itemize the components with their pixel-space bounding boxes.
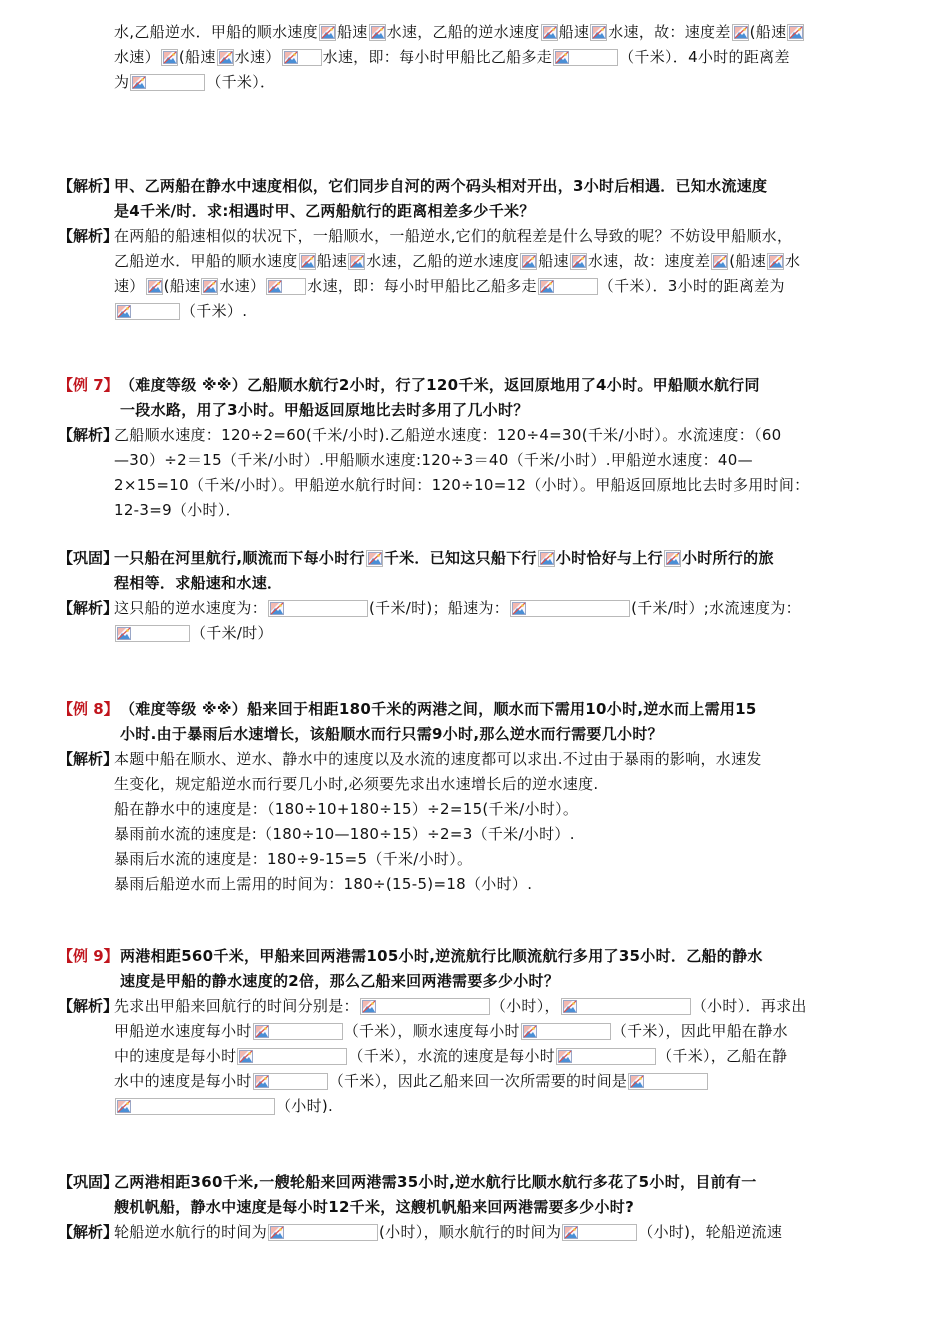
example-tag: 【例 8】 xyxy=(58,700,119,718)
answer-line: 乙船逆水．甲船的顺水速度 船速 水速，乙船的逆水速度 船速 水速，故：速度差 (船速 水 xyxy=(114,252,801,270)
formula-image xyxy=(268,600,368,617)
answer-line: 【解析】 轮船逆水航行的时间为 (小时），顺水航行的时间为 （小时)，轮船逆流速 xyxy=(58,1220,910,1245)
answer-line: 暴雨前水流的速度是:（180÷10—180÷15）÷2=3（千米/小时）. xyxy=(114,825,575,843)
answer-line: 暴雨后水流的速度是：180÷9-15=5（千米/小时）。 xyxy=(114,850,473,868)
formula-image xyxy=(201,278,218,295)
question-line: 艘机帆船，静水中速度是每小时12千米，这艘机帆船来回两港需要多少小时? xyxy=(114,1198,635,1216)
formula-image xyxy=(115,625,190,642)
answer-line: 生变化，规定船逆水而行要几小时,必须要先求出水速增长后的逆水速度. xyxy=(114,775,599,793)
answer-line: 【解析】 先求出甲船来回航行的时间分别是： （小时）， （小时）．再求出 xyxy=(58,994,910,1019)
formula-image xyxy=(253,1023,343,1040)
broken-image-icon xyxy=(219,51,233,64)
broken-image-icon xyxy=(630,1075,644,1088)
answer-line: 中的速度是每小时 （千米），水流的速度是每小时 （千米），乙船在静 xyxy=(114,1047,788,1065)
answer-line: 水中的速度是每小时 （千米），因此乙船来回一次所需要的时间是 xyxy=(58,1069,910,1094)
formula-image xyxy=(217,49,234,66)
example-tag: 【例 7】 xyxy=(58,376,119,394)
section-tag: 【解析】 xyxy=(58,750,119,768)
broken-image-icon xyxy=(117,305,131,318)
formula-image xyxy=(590,24,607,41)
broken-image-icon xyxy=(255,1025,269,1038)
text-line: 为 （千米）． xyxy=(114,73,276,91)
formula-image xyxy=(319,24,336,41)
formula-image xyxy=(538,278,598,295)
formula-image xyxy=(570,253,587,270)
broken-image-icon xyxy=(769,255,783,268)
formula-image xyxy=(161,49,178,66)
broken-image-icon xyxy=(270,1226,284,1239)
formula-image xyxy=(146,278,163,295)
example-7-block xyxy=(58,373,910,523)
text-line: 水,乙船逆水．甲船的顺水速度 船速 水速，乙船的逆水速度 船速 水速，故：速度差 (船速 xyxy=(58,20,910,45)
section-tag: 【解析】 xyxy=(58,997,119,1015)
broken-image-icon xyxy=(270,602,284,615)
question-line: 小时.由于暴雨后水速增长，该船顺水而行只需9小时,那么逆水而行需要几小时？ xyxy=(120,725,663,743)
consolidation-block xyxy=(58,546,910,646)
continuation-block xyxy=(58,20,910,95)
broken-image-icon xyxy=(558,1050,572,1063)
broken-image-icon xyxy=(666,552,680,565)
question-line: 是4千米/时．求:相遇时甲、乙两船航行的距离相差多少千米？ xyxy=(114,202,535,220)
broken-image-icon xyxy=(321,26,335,39)
broken-image-icon xyxy=(522,255,536,268)
formula-image xyxy=(348,253,365,270)
answer-line: 暴雨后船逆水而上需用的时间为：180÷(15-5)=18（小时）. xyxy=(114,875,533,893)
formula-image xyxy=(767,253,784,270)
example-tag: 【例 9】 xyxy=(58,947,119,965)
section-tag: 【巩固】 xyxy=(58,549,119,567)
broken-image-icon xyxy=(301,255,315,268)
answer-line: 速） (船速 水速） 水速，即：每小时甲船比乙船多走 （千米）．3小时的距离差为 xyxy=(114,277,785,295)
answer-line: （千米/时） xyxy=(58,621,910,646)
answer-line: （小时). xyxy=(58,1094,910,1119)
broken-image-icon xyxy=(592,26,606,39)
formula-image xyxy=(366,550,383,567)
formula-image xyxy=(538,550,555,567)
section-tag: 【解析】 xyxy=(58,1223,119,1241)
answer-line: 甲船逆水速度每小时 （千米），顺水速度每小时 （千米），因此甲船在静水 xyxy=(114,1022,788,1040)
formula-image xyxy=(520,253,537,270)
formula-image xyxy=(369,24,386,41)
formula-image xyxy=(553,49,618,66)
broken-image-icon xyxy=(540,552,554,565)
formula-image xyxy=(299,253,316,270)
question-line: 【例 7】 （难度等级 ※※）乙船顺水航行2小时，行了120千米，返回原地用了4小时。甲船顺水航行同 xyxy=(58,373,910,398)
question-line: 【例 8】 （难度等级 ※※）船来回于相距180千米的两港之间，顺水而下需用10小时,逆水而上需用15 xyxy=(58,697,910,722)
broken-image-icon xyxy=(350,255,364,268)
broken-image-icon xyxy=(564,1226,578,1239)
question-line: 一段水路，用了3小时。甲船返回原地比去时多用了几小时？ xyxy=(120,401,529,419)
formula-image xyxy=(253,1073,328,1090)
broken-image-icon xyxy=(255,1075,269,1088)
formula-image xyxy=(266,278,306,295)
broken-image-icon xyxy=(572,255,586,268)
formula-image xyxy=(732,24,749,41)
section-tag: 【解析】 xyxy=(58,426,119,444)
formula-image xyxy=(268,1224,378,1241)
problem-block xyxy=(58,174,910,324)
broken-image-icon xyxy=(148,280,162,293)
section-tag: 【解析】 xyxy=(58,599,119,617)
broken-image-icon xyxy=(371,26,385,39)
formula-image xyxy=(664,550,681,567)
broken-image-icon xyxy=(734,26,748,39)
formula-image xyxy=(561,998,691,1015)
question-line: 【巩固】 乙两港相距360千米,一艘轮船来回两港需35小时,逆水航行比顺水航行多花了5小时，目前有一 xyxy=(58,1170,910,1195)
broken-image-icon xyxy=(368,552,382,565)
formula-image xyxy=(282,49,322,66)
answer-line: 12-3=9（小时）． xyxy=(114,501,241,519)
broken-image-icon xyxy=(523,1025,537,1038)
formula-image xyxy=(556,1048,656,1065)
broken-image-icon xyxy=(268,280,282,293)
answer-line: 【解析】 这只船的逆水速度为： (千米/时)；船速为： (千米/时）;水流速度为： xyxy=(58,596,910,621)
question-line: 程相等．求船速和水速． xyxy=(114,574,283,592)
section-tag: 【解析】 xyxy=(58,177,119,195)
formula-image xyxy=(360,998,490,1015)
broken-image-icon xyxy=(713,255,727,268)
example-9-block xyxy=(58,944,910,1119)
broken-image-icon xyxy=(117,627,131,640)
question-line: 【例 9】 两港相距560千米，甲船来回两港需105小时,逆流航行比顺流航行多用了35小时．乙船的静水 xyxy=(58,944,910,969)
question-line: 【解析】 甲、乙两船在静水中速度相似，它们同步自河的两个码头相对开出，3小时后相遇．已知水流速度 xyxy=(58,174,910,199)
broken-image-icon xyxy=(203,280,217,293)
broken-image-icon xyxy=(239,1050,253,1063)
formula-image xyxy=(130,74,205,91)
broken-image-icon xyxy=(284,51,298,64)
formula-image xyxy=(562,1224,637,1241)
answer-line: 【解析】 本题中船在顺水、逆水、静水中的速度以及水流的速度都可以求出.不过由于暴雨的影响，水速发 xyxy=(58,747,910,772)
formula-image xyxy=(237,1048,347,1065)
question-line: 速度是甲船的静水速度的2倍，那么乙船来回两港需要多少小时？ xyxy=(120,972,560,990)
answer-line: 2×15=10（千米/小时）。甲船逆水航行时间：120÷10=12（小时）。甲船返回原地比去时多用时间： xyxy=(114,476,810,494)
answer-line: —30）÷2＝15（千米/小时）.甲船顺水速度:120÷3＝40（千米/小时）.甲船逆水速度：40— xyxy=(114,451,753,469)
question-line: 【巩固】 一只船在河里航行,顺流而下每小时行 千米．已知这只船下行 小时恰好与上行 小时所行的旅 xyxy=(58,546,910,571)
answer-line: （千米）. xyxy=(58,299,910,324)
formula-image xyxy=(115,303,180,320)
formula-image xyxy=(115,1098,275,1115)
broken-image-icon xyxy=(362,1000,376,1013)
answer-line: 【解析】 在两船的船速相似的状况下，一船顺水，一船逆水,它们的航程差是什么导致的呢？不妨设甲船顺水， xyxy=(58,224,910,249)
broken-image-icon xyxy=(540,280,554,293)
example-8-block xyxy=(58,697,910,897)
text-line: 水速） (船速 水速） 水速，即：每小时甲船比乙船多走 （千米）．4小时的距离差 xyxy=(114,48,790,66)
broken-image-icon xyxy=(163,51,177,64)
answer-line: 【解析】 乙船顺水速度：120÷2=60(千米/小时).乙船逆水速度：120÷4=30(千米/小时）。水流速度：（60 xyxy=(58,423,910,448)
broken-image-icon xyxy=(563,1000,577,1013)
broken-image-icon xyxy=(132,76,146,89)
section-tag: 【巩固】 xyxy=(58,1173,119,1191)
broken-image-icon xyxy=(555,51,569,64)
answer-line: 船在静水中的速度是：（180÷10+180÷15）÷2=15(千米/小时）。 xyxy=(114,800,579,818)
formula-image xyxy=(787,24,804,41)
broken-image-icon xyxy=(789,26,803,39)
broken-image-icon xyxy=(512,602,526,615)
formula-image xyxy=(510,600,630,617)
formula-image xyxy=(521,1023,611,1040)
consolidation-block xyxy=(58,1170,910,1245)
formula-image xyxy=(541,24,558,41)
broken-image-icon xyxy=(543,26,557,39)
formula-image xyxy=(628,1073,708,1090)
broken-image-icon xyxy=(117,1100,131,1113)
formula-image xyxy=(711,253,728,270)
section-tag: 【解析】 xyxy=(58,227,119,245)
